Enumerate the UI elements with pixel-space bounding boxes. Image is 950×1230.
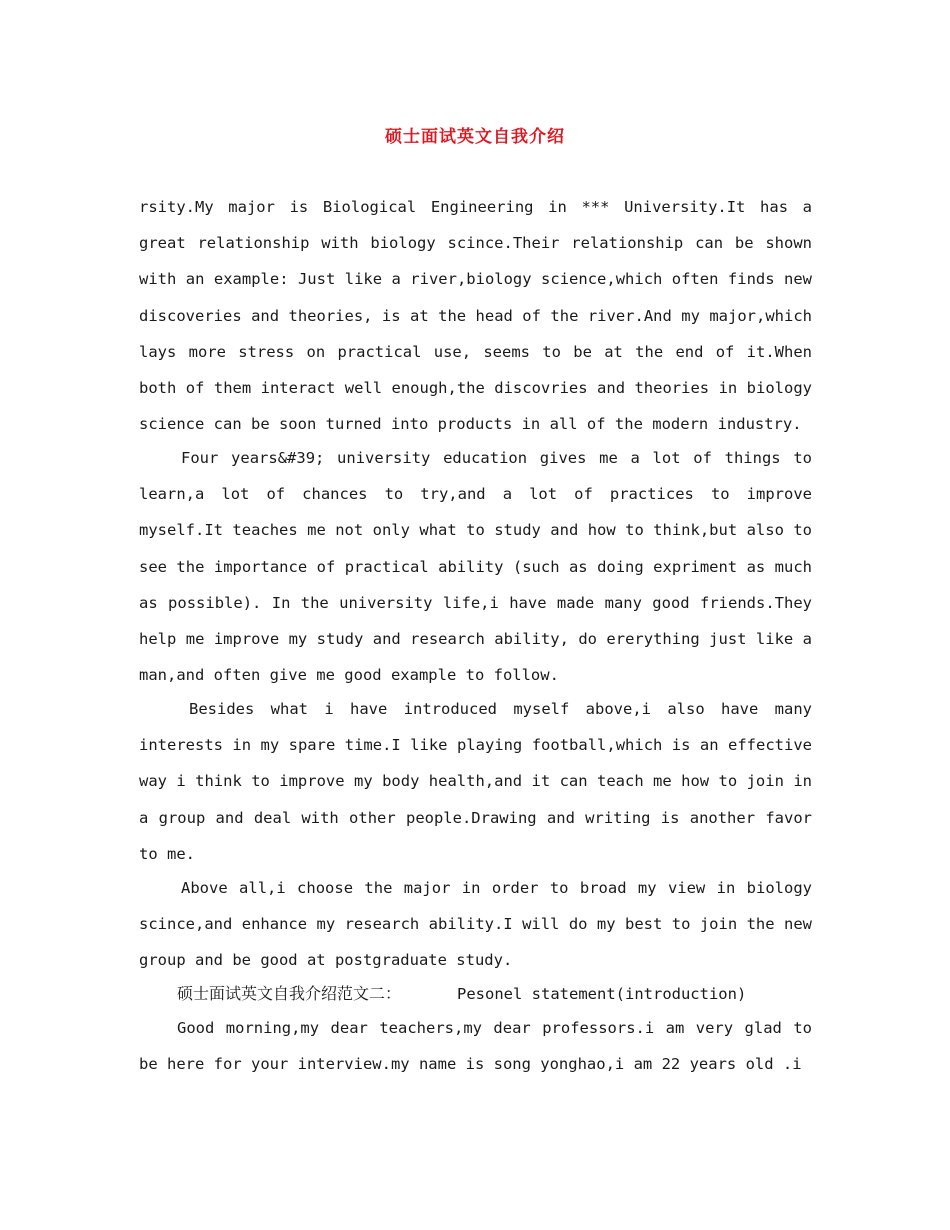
section-heading-en: Pesonel statement(introduction)	[457, 984, 747, 1003]
paragraph-4: Above all,i choose the major in order to broad my view in biology scince,and enhance my research ability.I will do my best to join the new group and be good at postgraduate study.	[139, 878, 812, 970]
paragraph-2: Four years&#39; university education gives me a lot of things to learn,a lot of chances to try,and a lot of practices to improve myself.It teaches me not only what to study and how to think,but also to see the importance of practical ability (such as doing expriment as much as possible). In the university life,i have made many good friends.They help me improve my study and research ability, do ererything just like a man,and often give me good example to follow.	[139, 449, 812, 685]
section-heading-cn: 硕士面试英文自我介绍范文二：	[177, 983, 402, 1003]
document-body	[139, 189, 812, 1082]
paragraph-5: Good morning,my dear teachers,my dear professors.i am very glad to be here for your interview.my name is song yonghao,i am 22 years old .i	[139, 1018, 812, 1073]
document-title: 硕士面试英文自我介绍	[385, 127, 565, 147]
paragraph-3: Besides what i have introduced myself above,i also have many interests in my spare time.I like playing football,which is an effective way i think to improve my body health,and it can teach me how to join in a group and deal with other people.Drawing and writing is another favor to me.	[139, 700, 812, 863]
paragraph-1: rsity.My major is Biological Engineering in *** University.It has a great relationship with biology scince.Their relationship can be shown with an example: Just like a river,biology science,which often finds new discoveries and theories, is at the head of the river.And my major,which lays more stress on practical use, seems to be at the end of it.When both of them interact well enough,the discovries and theories in biology science can be soon turned into products in all of the modern industry.	[139, 198, 812, 434]
section-heading	[139, 976, 812, 1012]
